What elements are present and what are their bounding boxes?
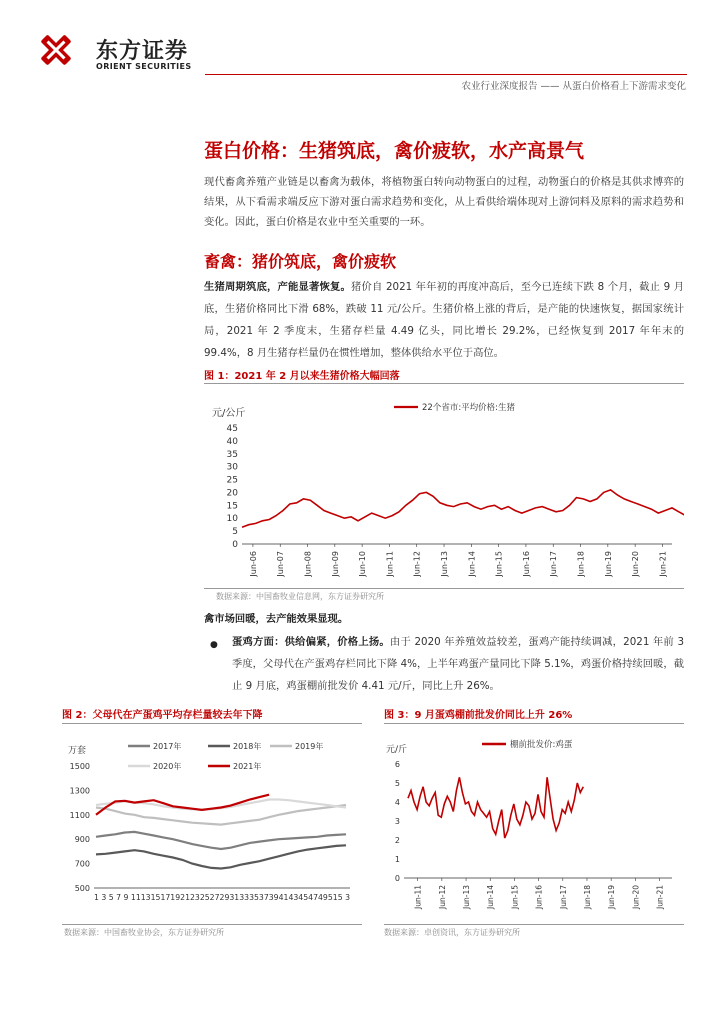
chart3-y-tick-label: 4 [394,798,400,807]
subsection-title: 畜禽：猪价筑底，禽价疲软 [204,252,397,271]
running-title [461,78,686,92]
brand-name-en: ORIENT SECURITIES [96,62,192,71]
chart3-y-tick-label: 2 [394,836,400,845]
chart1-y-tick-label: 10 [226,514,238,525]
chart3-x-tick-label: Jun-18 [582,885,592,909]
chart1-x-tick-label: Jun-17 [549,551,559,577]
chart3-y-tick-label: 0 [394,874,400,883]
chart3-series-line [408,777,583,838]
chart2-y-tick-label: 700 [74,859,90,869]
figure-3-title: 图 3：9 月蛋鸡棚前批发价同比上升 26% [384,710,573,721]
chart3-x-tick-label: Jun-17 [558,885,568,909]
chart3-legend-label: 棚前批发价:鸡蛋 [510,740,573,750]
chart1-y-tick-label: 5 [232,527,238,538]
figure-3-top-rule [384,723,684,724]
title-separator: —— [540,81,560,92]
figure-2-bottom-rule [62,924,362,925]
header-divider [205,74,687,75]
chart2-y-tick-label: 900 [74,835,90,845]
report-type: 农业行业深度报告 [461,81,538,92]
figure-1-title: 图 1：2021 年 2 月以来生猪价格大幅回落 [204,371,400,382]
chart2-y-tick-label: 1500 [69,762,90,771]
chart1-y-axis-unit: 元/公斤 [212,408,246,419]
layer-stock-chart [62,726,362,922]
chart1-series-line [242,441,684,527]
chart1-x-tick-label: Jun-21 [658,551,668,577]
chart1-x-tick-label: Jun-19 [603,551,613,577]
chart3-y-axis-unit: 元/斤 [386,745,408,755]
hog-lead: 生猪周期筑底，产能显著恢复。 [204,281,352,293]
chart1-x-tick-label: Jun-09 [330,551,340,577]
chart2-legend-label: 2020年 [153,762,182,771]
orient-securities-logo-icon [38,32,74,68]
bullet-icon: ● [210,640,218,650]
chart2-legend-label: 2021年 [233,762,262,771]
chart1-x-tick-label: Jun-13 [440,551,450,577]
chart1-y-tick-label: 20 [226,488,238,499]
chart2-legend-label: 2017年 [153,742,182,751]
chart2-y-tick-label: 1300 [69,786,90,796]
chart1-x-tick-label: Jun-12 [412,551,422,577]
chart2-y-tick-label: 500 [74,884,90,893]
figure-1-source: 数据来源：中国畜牧业信息网，东方证券研究所 [216,592,384,601]
chart3-x-tick-label: Jun-13 [462,885,472,909]
chart1-x-tick-label: Jun-14 [467,551,477,577]
chart1-legend-label: 22个省市:平均价格:生猪 [422,403,516,413]
chart3-y-tick-label: 1 [394,855,400,864]
figure-3-source: 数据来源：卓创资讯，东方证券研究所 [384,928,520,937]
hog-paragraph [204,276,684,364]
chart1-y-tick-label: 35 [226,449,238,460]
chart3-x-tick-label: Jun-20 [631,885,641,909]
chart1-y-tick-label: 30 [226,462,238,473]
chart1-x-tick-label: Jun-07 [276,551,286,577]
figure-1-bottom-rule [204,588,684,589]
chart3-x-tick-label: Jun-11 [413,885,423,909]
chart3-x-tick-label: Jun-19 [607,885,617,909]
chart1-x-tick-label: Jun-08 [303,551,313,577]
chart1-y-tick-label: 25 [226,475,238,486]
chart3-x-tick-label: Jun-16 [534,885,544,909]
chart3-y-tick-label: 6 [394,760,400,769]
chart2-x-tick-labels: 1 3 5 7 9 1113151719212325272931333537394143454749515 3 [94,893,351,902]
chart1-x-tick-label: Jun-15 [494,551,504,577]
chart3-x-tick-label: Jun-21 [655,885,665,909]
figure-1-top-rule [204,383,684,384]
chart2-y-tick-label: 1100 [69,810,90,820]
report-subtitle: 从蛋白价格看上下游需求变化 [562,81,686,92]
chart1-x-tick-label: Jun-06 [248,551,258,577]
egg-price-chart [384,726,684,922]
hog-price-chart [204,386,684,586]
chart3-x-tick-label: Jun-14 [486,885,496,909]
egg-paragraph [232,631,684,697]
brand-name-cn: 东方证券 [96,39,189,64]
chart1-y-tick-label: 15 [226,501,238,512]
hog-text: 猪价自 2021 年年初的再度冲高后，至今已连续下跌 8 个月，截止 9 月底，生猪价格同比下滑 68%，跌破 11 元/公斤。生猪价格上涨的背后，是产能的快速恢复，据国家统计局，2021 年 2 季度末，生猪存栏量 4.49 亿头，同比增长 29.2%，已经恢复到 2017 年年末的 99.4%，8 月生猪存栏量仍在惯性增加，整体供给水平位于高位。 [204,281,684,359]
chart2-legend-label: 2018年 [233,742,262,751]
chart3-x-tick-label: Jun-15 [510,885,520,909]
chart1-x-tick-label: Jun-11 [385,551,395,577]
chart1-x-tick-label: Jun-20 [631,551,641,577]
chart2-y-axis-unit: 万套 [68,746,87,756]
chart1-y-tick-label: 0 [232,540,238,550]
chart3-y-tick-label: 5 [394,779,400,788]
chart1-y-tick-label: 40 [226,436,238,447]
chart1-x-tick-label: Jun-10 [358,551,368,577]
chart2-series-line [96,832,346,849]
chart2-legend-label: 2019年 [295,742,324,751]
figure-2-top-rule [62,723,362,724]
intro-paragraph: 现代畜禽养殖产业链是以畜禽为载体，将植物蛋白转向动物蛋白的过程，动物蛋白的价格是其供求博弈的结果，从下看需求端反应下游对蛋白需求趋势和变化，从上看供给端体现对上游饲料及原料的需求趋势和变化。因此，蛋白价格是农业中至关重要的一环。 [204,176,684,228]
chart1-y-tick-label: 45 [226,424,238,434]
section-title: 蛋白价格：生猪筑底，禽价疲软，水产高景气 [204,140,585,162]
chart3-y-tick-label: 3 [394,817,400,826]
figure-2-title: 图 2：父母代在产蛋鸡平均存栏量较去年下降 [62,710,263,721]
figure-3-bottom-rule [384,924,684,925]
chart1-x-tick-label: Jun-18 [576,551,586,577]
egg-lead: 蛋鸡方面：供给偏紧，价格上扬。 [232,636,390,648]
figure-2-source: 数据来源：中国畜牧业协会，东方证券研究所 [64,928,224,937]
poultry-heading: 禽市场回暖，去产能效果显现。 [204,613,349,625]
chart3-x-tick-label: Jun-12 [437,885,447,909]
chart1-x-tick-label: Jun-16 [521,551,531,577]
egg-text: 由于 2020 年养殖效益较差，蛋鸡产能持续调减，2021 年前 3 季度，父母代在产蛋鸡存栏同比下降 4%，上半年鸡蛋产量同比下降 5.1%，鸡蛋价格持续回暖，截止 9 月底，鸡蛋棚前批发价 4.41 元/斤，同比上升 26%。 [232,636,684,692]
